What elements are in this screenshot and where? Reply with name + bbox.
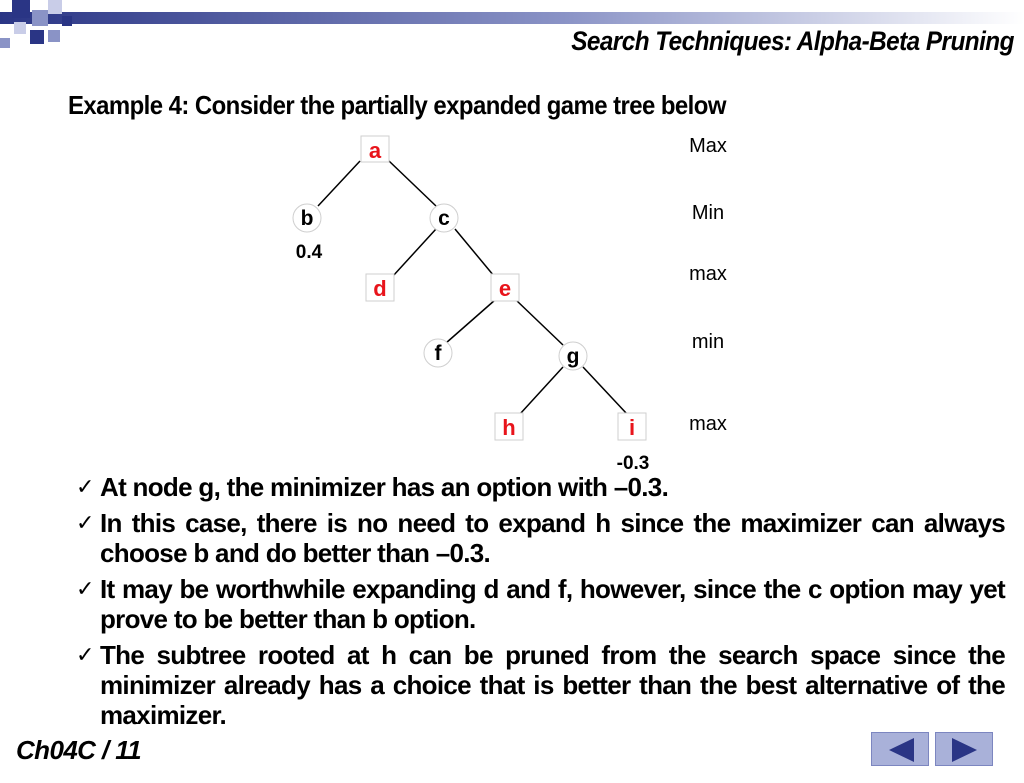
edge-e-g xyxy=(516,300,563,345)
node-e-label: e xyxy=(498,276,512,301)
node-c-label: c xyxy=(438,207,450,230)
edge-a-c xyxy=(389,161,436,206)
bullet-item: ✓ In this case, there is no need to expand h since the maximizer can always choose b and do better than –0.3. xyxy=(76,508,1005,568)
node-g xyxy=(559,342,587,370)
node-i xyxy=(618,413,646,440)
edge-e-f xyxy=(446,300,495,343)
checkmark-icon: ✓ xyxy=(76,474,94,499)
level-label-3: max xyxy=(689,263,727,285)
triangle-right-icon xyxy=(936,733,994,767)
bullet-list xyxy=(76,472,1005,736)
node-i-value: -0.3 xyxy=(616,453,650,474)
checkmark-icon: ✓ xyxy=(76,576,94,601)
bullet-item: ✓ At node g, the minimizer has an option with –0.3. xyxy=(76,472,669,502)
checkmark-icon: ✓ xyxy=(76,642,94,667)
level-label-2: Min xyxy=(691,202,725,224)
level-label-4: min xyxy=(691,331,725,353)
node-c xyxy=(430,204,458,232)
node-h xyxy=(495,413,523,440)
slide-title: Search Techniques: Alpha-Beta Pruning xyxy=(571,26,1014,56)
previous-slide-button[interactable] xyxy=(871,732,929,766)
node-f-label: f xyxy=(434,342,442,365)
tree-edges xyxy=(318,161,627,414)
node-b-value: 0.4 xyxy=(295,242,323,263)
edge-a-b xyxy=(318,161,360,206)
bullet-item: ✓ The subtree rooted at h can be pruned from the search space since the minimizer already has a choice that is better than the best alternative of the maximizer. xyxy=(76,640,1005,730)
node-i-label: i xyxy=(628,415,636,440)
node-h-label: h xyxy=(502,415,516,440)
node-g-label: g xyxy=(566,345,580,368)
next-slide-button[interactable] xyxy=(935,732,993,766)
level-label-1: Max xyxy=(689,135,727,157)
node-a-label: a xyxy=(368,138,382,163)
slide-subtitle: Example 4: Consider the partially expanded game tree below xyxy=(68,90,726,120)
triangle-left-icon xyxy=(872,733,930,767)
edge-g-i xyxy=(583,367,627,414)
checkmark-icon: ✓ xyxy=(76,510,94,535)
edge-g-h xyxy=(520,367,563,414)
edge-c-e xyxy=(455,229,494,276)
node-f xyxy=(424,339,452,367)
node-d-label: d xyxy=(373,276,387,301)
node-e xyxy=(491,274,519,301)
level-label-5: max xyxy=(689,413,727,435)
bullet-item: ✓ It may be worthwhile expanding d and f, however, since the c option may yet prove to be better than b option. xyxy=(76,574,1005,634)
node-b xyxy=(293,204,321,232)
node-b-label: b xyxy=(300,207,314,230)
slide-footer: Ch04C / 11 xyxy=(16,735,142,765)
node-d xyxy=(366,274,394,301)
edge-c-d xyxy=(393,229,436,276)
node-a xyxy=(361,136,389,163)
